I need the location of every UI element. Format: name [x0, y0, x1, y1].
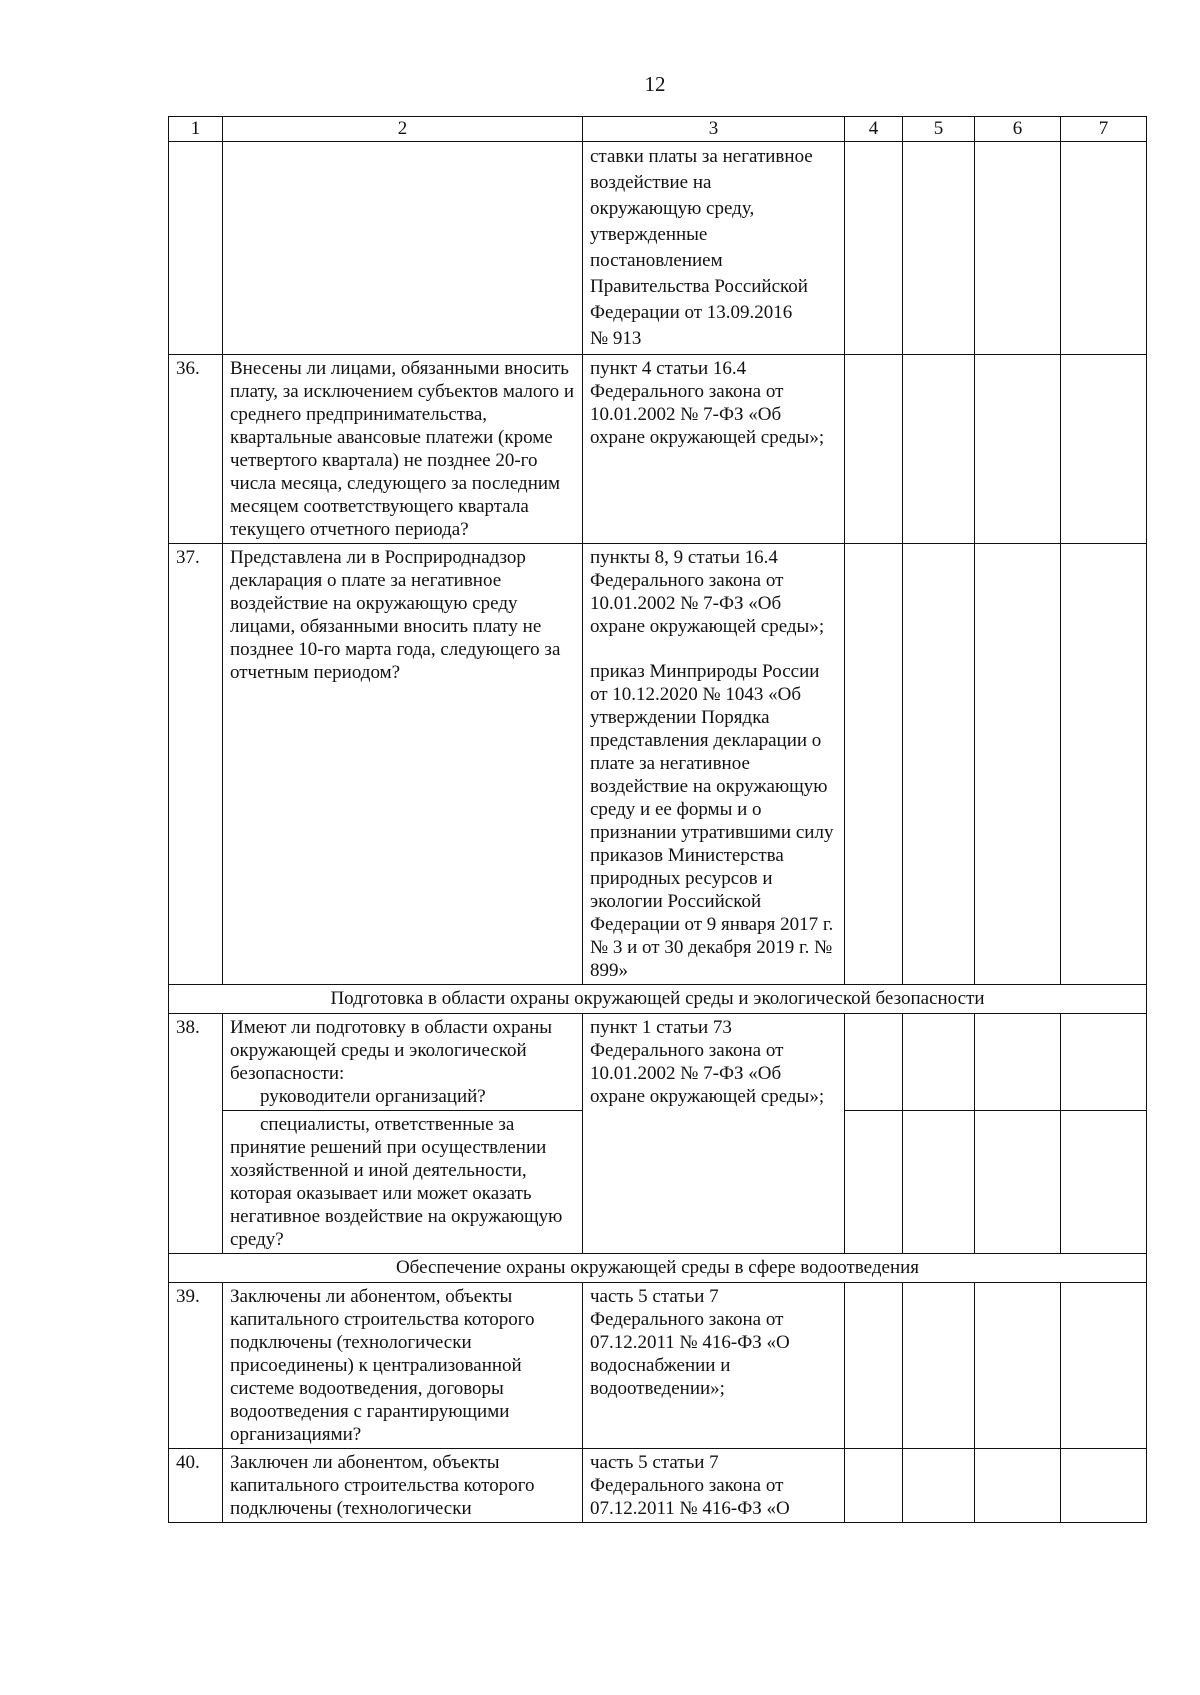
cell-col4[interactable] — [845, 1014, 903, 1111]
column-header-6: 6 — [975, 117, 1061, 142]
cell-col6[interactable] — [975, 1014, 1061, 1111]
column-header-5: 5 — [903, 117, 975, 142]
row-number: 38. — [169, 1014, 223, 1254]
section-heading: Обеспечение охраны окружающей среды в сфере водоотведения — [169, 1254, 1147, 1283]
column-header-7: 7 — [1061, 117, 1147, 142]
column-header-1: 1 — [169, 117, 223, 142]
cell-col6[interactable] — [975, 1283, 1061, 1449]
cell-col4[interactable] — [845, 142, 903, 355]
cell-col5[interactable] — [903, 1449, 975, 1523]
question-subitem-a: руководители организаций? — [260, 1086, 486, 1107]
question-subitem-b: специалисты, ответственные за принятие решений при осуществлении хозяйственной и иной деятельности, которая оказывает или может оказать негативное воздействие на окружающую среду? — [223, 1111, 583, 1254]
column-header-3: 3 — [583, 117, 845, 142]
column-header-row — [169, 117, 1147, 142]
checklist-table — [168, 116, 1147, 1523]
column-header-4: 4 — [845, 117, 903, 142]
page-number: 12 — [644, 72, 666, 96]
cell-col4[interactable] — [845, 544, 903, 985]
cell-reference — [583, 142, 845, 355]
cell-col6[interactable] — [975, 142, 1061, 355]
cell-col5[interactable] — [903, 1283, 975, 1449]
row-number: 37. — [169, 544, 223, 985]
cell-col5[interactable] — [903, 544, 975, 985]
legal-reference: часть 5 статьи 7 Федерального закона от 07.12.2011 № 416-ФЗ «О — [583, 1449, 845, 1523]
cell-num — [169, 142, 223, 355]
reference-spacer — [590, 638, 837, 660]
question-text: Заключены ли абонентом, объекты капитального строительства которого подключены (технологически присоединены) к централизованной системе водоотведения, договоры водоотведения с гарантирующими организациями? — [223, 1283, 583, 1449]
legal-reference: пункт 4 статьи 16.4 Федерального закона от 10.01.2002 № 7-ФЗ «Об охране окружающей среды»; — [583, 355, 845, 544]
cell-col7[interactable] — [1061, 544, 1147, 985]
cell-col7[interactable] — [1061, 142, 1147, 355]
cell-col7[interactable] — [1061, 1111, 1147, 1254]
table-row-38 — [169, 1014, 1147, 1111]
cell-col4[interactable] — [845, 355, 903, 544]
table-row-36 — [169, 355, 1147, 544]
legal-reference-2: приказ Минприроды России от 10.12.2020 № 1043 «Об утверждении Порядка представления декларации о плате за негативное воздействие на окружающую среду и ее формы и о признании утратившими силу приказов Министерства природных ресурсов и экологии Российской Федерации от 9 января 2017 г. № 3 и от 30 декабря 2019 г. № 899» — [590, 661, 834, 981]
continuation-line: постановлением — [590, 250, 723, 271]
legal-reference: часть 5 статьи 7 Федерального закона от 07.12.2011 № 416-ФЗ «О водоснабжении и водоотведении»; — [583, 1283, 845, 1449]
column-header-2: 2 — [223, 117, 583, 142]
continuation-line: Федерации от 13.09.2016 — [590, 302, 793, 323]
cell-col7[interactable] — [1061, 1014, 1147, 1111]
continuation-line: воздействие на — [590, 172, 712, 193]
table-row-39 — [169, 1283, 1147, 1449]
row-number: 39. — [169, 1283, 223, 1449]
legal-reference-1: пункты 8, 9 статьи 16.4 Федерального закона от 10.01.2002 № 7-ФЗ «Об охране окружающей среды»; — [590, 547, 825, 637]
cell-col7[interactable] — [1061, 355, 1147, 544]
cell-col5[interactable] — [903, 355, 975, 544]
section-row — [169, 1254, 1147, 1283]
question-intro: Имеют ли подготовку в области охраны окружающей среды и экологической безопасности: — [230, 1017, 553, 1084]
cell-col4[interactable] — [845, 1111, 903, 1254]
cell-question — [223, 142, 583, 355]
cell-col7[interactable] — [1061, 1449, 1147, 1523]
section-heading: Подготовка в области охраны окружающей среды и экологической безопасности — [169, 985, 1147, 1014]
cell-col6[interactable] — [975, 544, 1061, 985]
legal-reference: пункт 1 статьи 73 Федерального закона от 10.01.2002 № 7-ФЗ «Об охране окружающей среды»; — [583, 1014, 845, 1254]
cell-col5[interactable] — [903, 1111, 975, 1254]
cell-col5[interactable] — [903, 1014, 975, 1111]
continuation-line: Правительства Российской — [590, 276, 808, 297]
row-number: 36. — [169, 355, 223, 544]
continuation-line: окружающую среду, — [590, 198, 755, 219]
row-number: 40. — [169, 1449, 223, 1523]
continuation-line: утвержденные — [590, 224, 708, 245]
question-text: Внесены ли лицами, обязанными вносить плату, за исключением субъектов малого и среднего предпринимательства, квартальные авансовые платежи (кроме четвертого квартала) не позднее 20-го числа месяца, следующего за последним месяцем соответствующего квартала текущего отчетного периода? — [223, 355, 583, 544]
question-text — [223, 1014, 583, 1111]
cell-col6[interactable] — [975, 355, 1061, 544]
table-row-40 — [169, 1449, 1147, 1523]
cell-col4[interactable] — [845, 1449, 903, 1523]
legal-reference — [583, 544, 845, 985]
cell-col6[interactable] — [975, 1111, 1061, 1254]
cell-col7[interactable] — [1061, 1283, 1147, 1449]
section-row — [169, 985, 1147, 1014]
continuation-line: № 913 — [590, 328, 642, 349]
question-text: Заключен ли абонентом, объекты капитального строительства которого подключены (технологически — [223, 1449, 583, 1523]
table-row-continuation — [169, 142, 1147, 355]
question-text: Представлена ли в Росприроднадзор декларация о плате за негативное воздействие на окружающую среду лицами, обязанными вносить плату не позднее 10-го марта года, следующего за отчетным периодом? — [223, 544, 583, 985]
continuation-line: ставки платы за негативное — [590, 146, 813, 167]
table-row-37 — [169, 544, 1147, 985]
cell-col5[interactable] — [903, 142, 975, 355]
cell-col6[interactable] — [975, 1449, 1061, 1523]
cell-col4[interactable] — [845, 1283, 903, 1449]
